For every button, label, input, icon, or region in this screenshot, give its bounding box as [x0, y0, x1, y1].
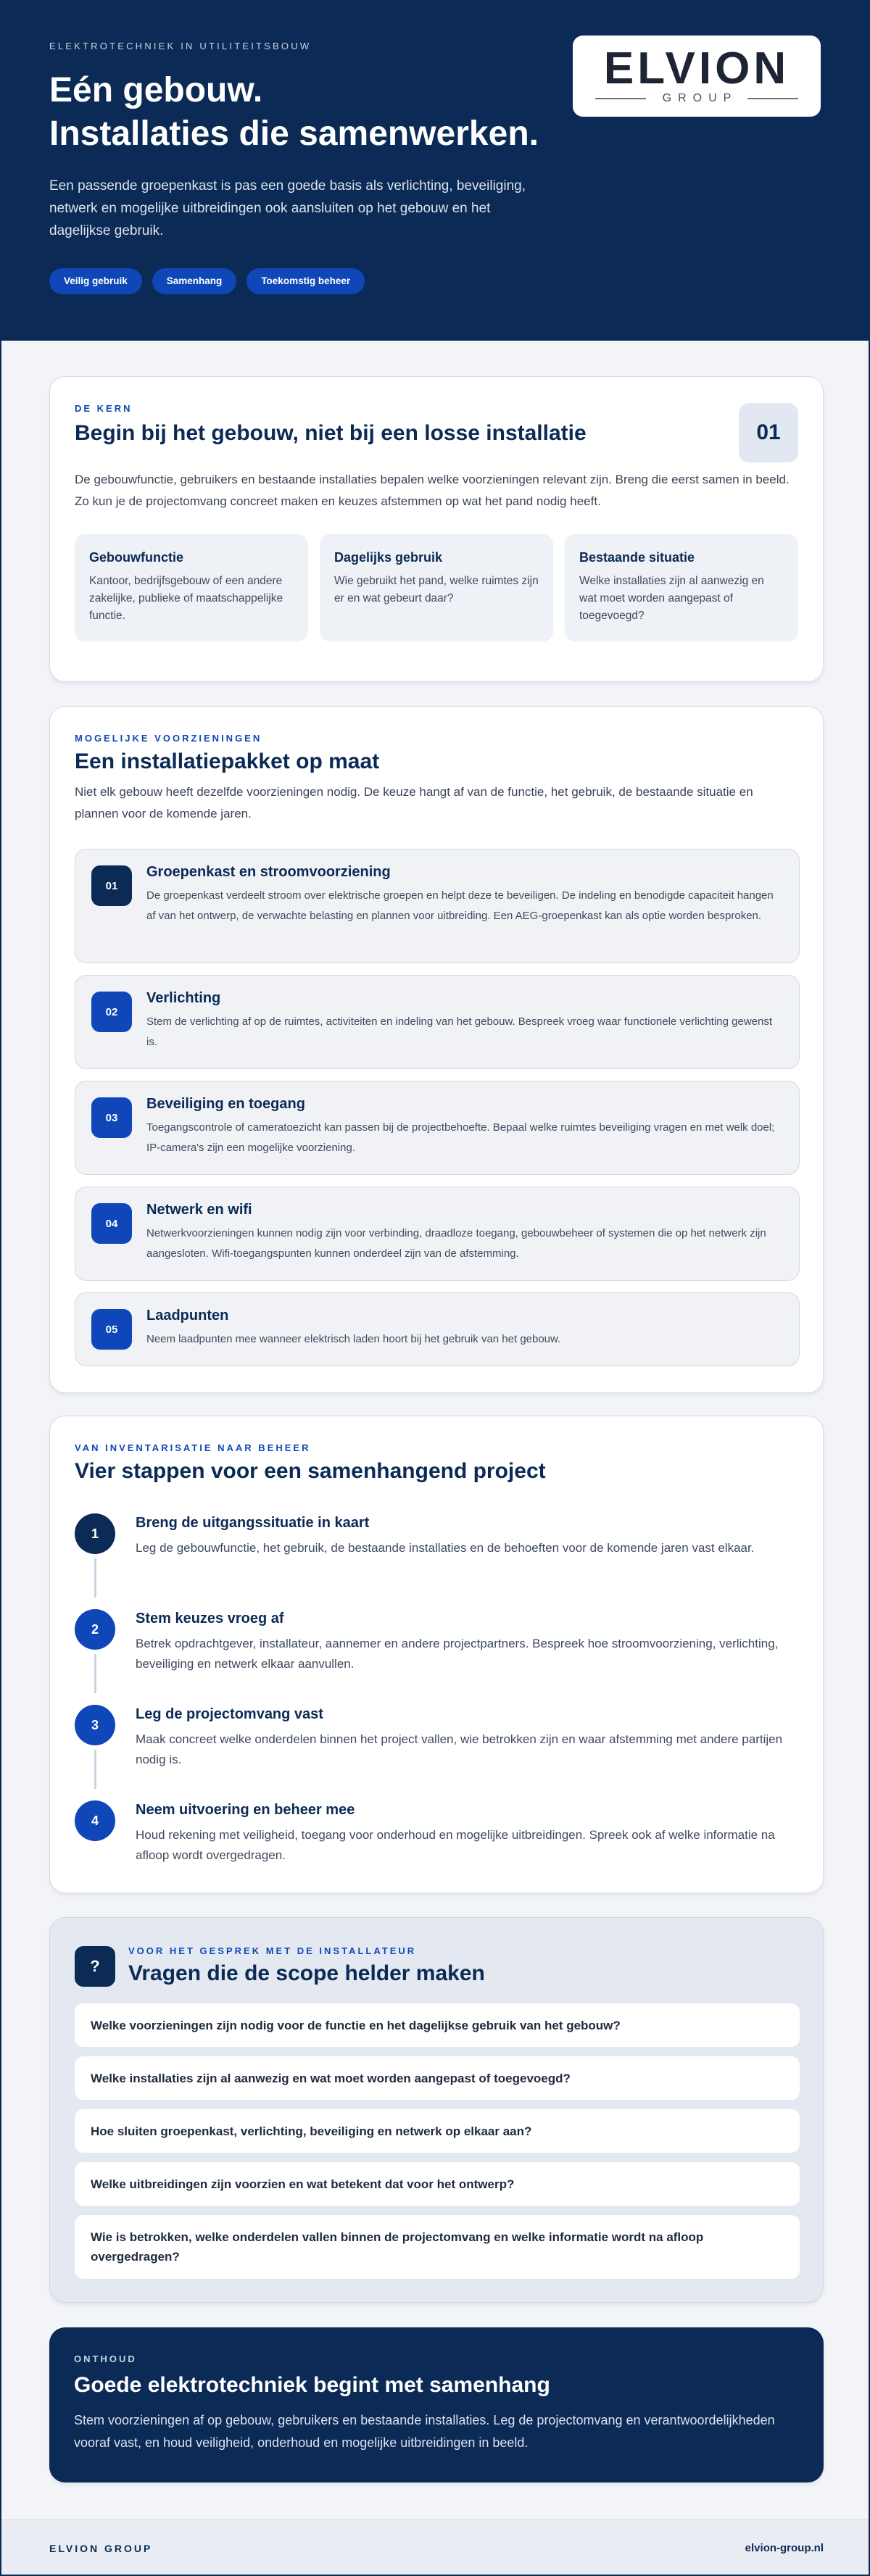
kern-number-badge: 01: [739, 403, 798, 462]
question-item: Welke voorzieningen zijn nodig voor de functie en het dagelijkse gebruik van het gebouw?: [75, 2003, 800, 2047]
question-item: Welke uitbreidingen zijn voorzien en wat betekent dat voor het ontwerp?: [75, 2162, 800, 2206]
kern-item-text: Welke installaties zijn al aanwezig en wat moet worden aangepast of toegevoegd?: [579, 575, 764, 622]
logo-subtitle: GROUP: [662, 92, 738, 104]
hero-title-line-2: Installaties die samenwerken.: [49, 115, 539, 153]
onthoud-title: Goede elektrotechniek begint met samenhang: [74, 2373, 550, 2397]
option-text: Netwerkvoorzieningen kunnen nodig zijn voor verbinding, draadloze toegang, gebouwbeheer of systemen die op het netwerk zijn aangesloten. Wifi-toegangspunten kunnen onderdeel zijn van de afstemming.: [146, 1227, 766, 1260]
step-3: [75, 1705, 800, 1792]
option-verlichting: [75, 975, 800, 1069]
logo-rule-right: [747, 98, 798, 99]
stappen-eyebrow: VAN INVENTARISATIE NAAR BEHEER: [75, 1442, 311, 1453]
step-connector: [94, 1558, 96, 1597]
option-text: Stem de verlichting af op de ruimtes, activiteiten en indeling van het gebouw. Bespreek vroeg waar functionele verlichting gewenst is.: [146, 1015, 772, 1048]
step-text: Houd rekening met veiligheid, toegang voor onderhoud en mogelijke uitbreidingen. Spreek ook af welke informatie na afloop wordt overgedragen.: [136, 1828, 775, 1862]
hero-tags: [49, 268, 821, 294]
kern-item-dagelijks-gebruik: [320, 534, 553, 641]
step-number: 4: [75, 1800, 115, 1841]
hero-lead: Een passende groepenkast is pas een goede basis als verlichting, beveiliging, netwerk en mogelijke uitbreidingen ook aansluiten op het gebouw en het dagelijkse gebruik.: [49, 178, 526, 238]
option-netwerk: [75, 1187, 800, 1281]
option-title: Verlichting: [146, 990, 221, 1006]
onthoud-eyebrow: ONTHOUD: [74, 2353, 137, 2364]
footer-brand: ELVION GROUP: [49, 2542, 153, 2554]
step-number: 3: [75, 1705, 115, 1745]
question-item: Wie is betrokken, welke onderdelen vallen binnen de projectomvang en welke informatie wordt na afloop overgedragen?: [75, 2215, 800, 2279]
voorzieningen-card: [49, 706, 824, 1393]
option-number: 02: [91, 992, 132, 1032]
kern-item-title: Gebouwfunctie: [89, 550, 183, 565]
step-text: Maak concreet welke onderdelen binnen het project vallen, wie betrokken zijn en waar afstemming met andere partijen nodig is.: [136, 1732, 783, 1766]
step-title: Neem uitvoering en beheer mee: [136, 1802, 355, 1818]
option-laadpunten: [75, 1292, 800, 1366]
voorzieningen-text: Niet elk gebouw heeft dezelfde voorzieningen nodig. De keuze hangt af van de functie, het gebruik, de bestaande situatie en plannen voor de komende jaren.: [75, 785, 753, 820]
kern-title: Begin bij het gebouw, niet bij een losse installatie: [75, 421, 587, 445]
kern-text: De gebouwfunctie, gebruikers en bestaande installaties bepalen welke voorzieningen relevant zijn. Breng die eerst samen in beeld. Zo kun je de projectomvang concreet maken en keuzes afstemmen op wat het pand nodig heeft.: [75, 473, 790, 508]
step-title: Leg de projectomvang vast: [136, 1706, 323, 1722]
step-number: 1: [75, 1513, 115, 1554]
tag-veilig-gebruik: Veilig gebruik: [49, 268, 142, 294]
kern-item-title: Dagelijks gebruik: [334, 550, 443, 565]
option-number: 03: [91, 1097, 132, 1138]
tag-samenhang: Samenhang: [152, 268, 237, 294]
stappen-card: [49, 1416, 824, 1893]
step-title: Stem keuzes vroeg af: [136, 1611, 284, 1626]
kern-item-text: Kantoor, bedrijfsgebouw of een andere zakelijke, publieke of maatschappelijke functie.: [89, 575, 283, 622]
option-text: Toegangscontrole of cameratoezicht kan passen bij de projectbehoefte. Bepaal welke ruimtes beveiliging vragen en met welk doel; IP-camera's zijn een mogelijke voorziening.: [146, 1121, 775, 1154]
step-number: 2: [75, 1609, 115, 1650]
elvion-logo: [573, 36, 821, 117]
step-4: [75, 1800, 800, 1873]
hero-section: [1, 0, 869, 341]
onthoud-card: [49, 2327, 824, 2482]
question-item: Hoe sluiten groepenkast, verlichting, beveiliging en netwerk op elkaar aan?: [75, 2109, 800, 2153]
hero-eyebrow: ELEKTROTECHNIEK IN UTILITEITSBOUW: [49, 41, 312, 51]
option-title: Laadpunten: [146, 1308, 229, 1324]
step-title: Breng de uitgangssituatie in kaart: [136, 1515, 370, 1531]
option-title: Groepenkast en stroomvoorziening: [146, 864, 391, 880]
vragen-card: [49, 1917, 824, 2303]
kern-item-bestaande-situatie: [565, 534, 798, 641]
kern-item-title: Bestaande situatie: [579, 550, 695, 565]
option-text: Neem laadpunten mee wanneer elektrisch laden hoort bij het gebruik van het gebouw.: [146, 1333, 561, 1345]
option-title: Netwerk en wifi: [146, 1202, 252, 1218]
logo-sub-row: [595, 92, 799, 105]
option-text: De groepenkast verdeelt stroom over elektrische groepen en helpt deze te beveiligen. De indeling en benodigde capaciteit hangen af van het ontwerp, de verwachte belasting en plannen voor uitbreiding. Een AEG-groepenkast kan als optie worden besproken.: [146, 889, 774, 922]
option-beveiliging: [75, 1081, 800, 1175]
option-groepenkast: [75, 849, 800, 963]
step-text: Betrek opdrachtgever, installateur, aannemer en andere projectpartners. Bespreek hoe stroomvoorziening, verlichting, beveiliging en netwerk elkaar aanvullen.: [136, 1637, 779, 1671]
option-number: 04: [91, 1203, 132, 1244]
step-text: Leg de gebouwfunctie, het gebruik, de bestaande installaties en de behoeften voor de komende jaren vast elkaar.: [136, 1541, 755, 1555]
step-connector: [94, 1654, 96, 1693]
onthoud-text: Stem voorzieningen af op gebouw, gebruikers en bestaande installaties. Leg de projectomvang en verantwoordelijkheden vooraf vast, en houd veiligheid, onderhoud en mogelijke uitbreidingen in beeld.: [74, 2413, 775, 2450]
question-icon: ?: [75, 1946, 115, 1987]
vragen-title: Vragen die de scope helder maken: [128, 1961, 485, 1985]
kern-items: [75, 534, 798, 641]
hero-title-line-1: Eén gebouw.: [49, 71, 263, 109]
step-connector: [94, 1750, 96, 1789]
footer-website-link[interactable]: elvion-group.nl: [745, 2542, 824, 2554]
footer: [1, 2519, 870, 2576]
logo-rule-left: [595, 98, 646, 99]
logo-wordmark: ELVION: [603, 43, 790, 94]
option-number: 05: [91, 1309, 132, 1350]
option-number: 01: [91, 865, 132, 906]
vragen-eyebrow: VOOR HET GESPREK MET DE INSTALLATEUR: [128, 1945, 417, 1956]
step-2: [75, 1609, 800, 1696]
kern-item-text: Wie gebruikt het pand, welke ruimtes zijn er en wat gebeurt daar?: [334, 575, 539, 604]
option-title: Beveiliging en toegang: [146, 1096, 305, 1112]
kern-card: [49, 376, 824, 682]
question-item: Welke installaties zijn al aanwezig en wat moet worden aangepast of toegevoegd?: [75, 2056, 800, 2100]
stappen-title: Vier stappen voor een samenhangend project: [75, 1459, 546, 1483]
kern-item-gebouwfunctie: [75, 534, 308, 641]
voorzieningen-eyebrow: MOGELIJKE VOORZIENINGEN: [75, 733, 262, 744]
voorzieningen-title: Een installatiepakket op maat: [75, 749, 380, 773]
step-1: [75, 1513, 800, 1600]
tag-toekomstig-beheer: Toekomstig beheer: [246, 268, 365, 294]
kern-eyebrow: DE KERN: [75, 403, 133, 414]
